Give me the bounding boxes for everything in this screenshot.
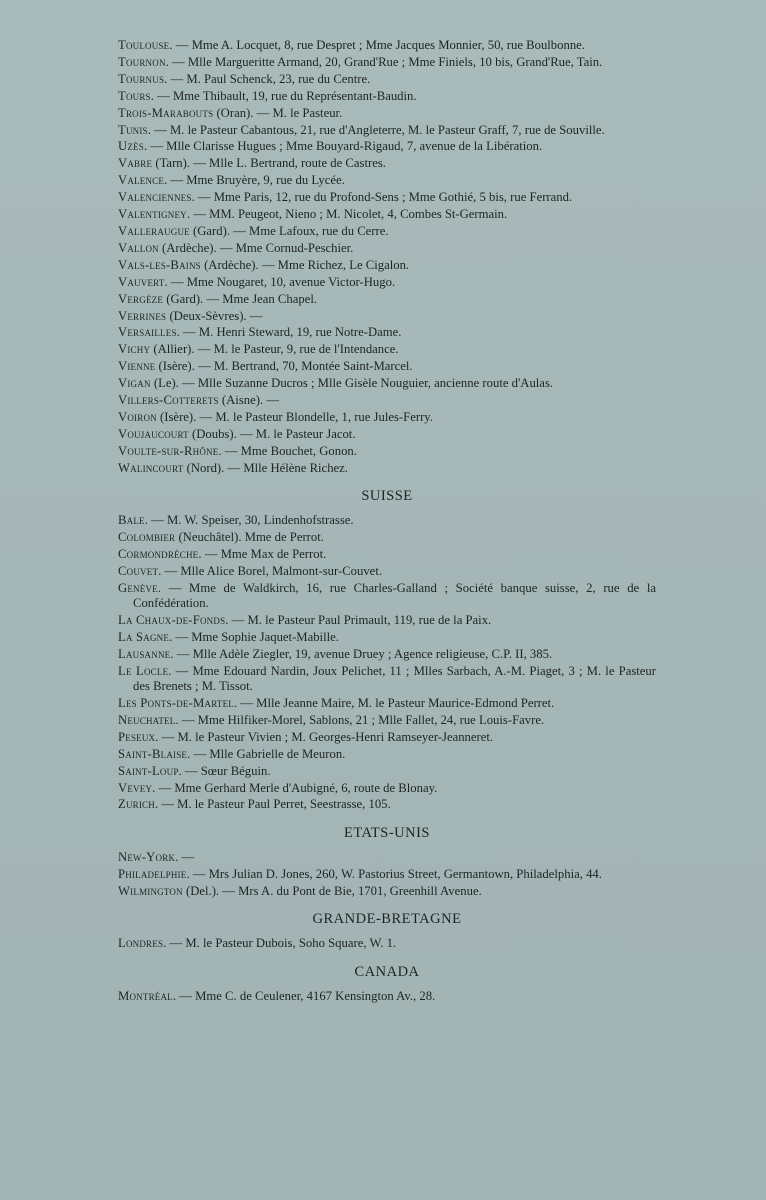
entry-text: . — Mme Nougaret, 10, avenue Victor-Hugo. [164,274,396,289]
place-name: Vevey [118,780,153,795]
entry-geneve [118,581,656,612]
entry-valence [118,173,656,188]
entry-text: . — Mlle Adèle Ziegler, 19, avenue Druey ; Agence religieuse, C.P. II, 385. [170,646,553,661]
entry-les-ponts-de-martel [118,696,656,711]
entry-lausanne [118,647,656,662]
place-name: Valenciennes [118,190,192,205]
place-name: Tournus [118,71,165,86]
entry-text: . — Mme Edouard Nardin, Joux Pelichet, 11 ; Mlles Sarbach, A.-M. Piaget, 3 ; M. le Pasteur des Brenets ; M. Tissot. [133,663,656,694]
entry-la-chaux-de-fonds [118,613,656,628]
entry-text: (Gard). — Mme Jean Chapel. [163,291,318,306]
section-suisse [118,488,656,813]
entry-text: . — [175,849,195,864]
section-heading: CANADA [354,963,420,980]
entry-vichy [118,342,656,357]
place-name: New-York [118,849,176,864]
entry-text: . — Mlle Clarisse Hugues ; Mme Bouyard-Rigaud, 7, avenue de la Libération. [143,139,543,154]
place-name: Couvet [118,563,159,578]
place-name: Montréal [118,988,173,1003]
entry-colombier [118,530,656,545]
place-name: Le Locle [118,663,169,678]
place-name: Les Ponts-de-Martel [118,696,234,711]
entry-voulte-sur-rhone [118,444,656,459]
entry-vals-les-bains [118,258,656,273]
entry-vauvert [118,275,656,290]
place-name: Tournon [118,54,166,69]
entry-text: (Tarn). — Mlle L. Bertrand, route de Castres. [152,156,386,171]
entry-neuchatel [118,713,656,728]
entry-uzes [118,139,656,154]
place-name: Bale [118,513,145,528]
entry-text: . — Mme A. Locquet, 8, rue Despret ; Mme Jacques Monnier, 50, rue Boulbonne. [169,38,585,52]
entry-text: . — Mme Hilfiker-Morel, Sablons, 21 ; Mlle Fallet, 24, rue Louis-Favre. [175,712,545,727]
place-name: Valleraugue [118,223,190,238]
entry-vergeze [118,292,656,307]
entry-text: . — Mme Gerhard Merle d'Aubigné, 6, route de Blonay. [152,780,438,795]
place-name: Neuchatel [118,712,176,727]
france-address-list [118,38,656,476]
entry-text: . — Mme Bouchet, Gonon. [218,443,357,458]
entry-la-sagne [118,630,656,645]
entry-text: . — Mme Bruyère, 9, rue du Lycée. [164,173,345,188]
section-grande-bretagne [118,911,656,951]
entry-tournon [118,55,656,70]
entry-zurich [118,797,656,812]
place-name: Tours [118,88,151,103]
place-name: Voulte-sur-Rhône [118,443,219,458]
entry-villers-cotterets [118,393,656,408]
entry-text: (Nord). — Mlle Hélène Richez. [183,460,348,475]
place-name: Londres [118,936,164,951]
entry-montreal [118,989,656,1004]
entry-text: . — M. Henri Steward, 19, rue Notre-Dame. [176,325,402,340]
entry-valentigney [118,207,656,222]
entry-text: . — M. le Pasteur Cabantous, 21, rue d'Angleterre, M. le Pasteur Graff, 7, rue de Souville. [147,122,605,137]
entry-text: . — Mme Thibault, 19, rue du Représentant-Baudin. [150,88,417,103]
section-heading: ETATS-UNIS [343,824,430,841]
place-name: Wilmington [118,883,183,898]
entry-text: . — M. le Pasteur Paul Perret, Seestrasse, 105. [154,797,391,812]
entry-tunis [118,123,656,138]
entry-wilmington [118,884,656,899]
entry-text: . — MM. Peugeot, Nieno ; M. Nicolet, 4, Combes St-Germain. [186,207,508,222]
entry-text: . — M. le Pasteur Vivien ; M. Georges-Henri Ramseyer-Jeanneret. [155,729,494,744]
place-name: Saint-Blaise [118,746,188,761]
entry-text: (Oran). — M. le Pasteur. [213,105,343,120]
entry-text: (Del.). — Mrs A. du Pont de Bie, 1701, Greenhill Avenue. [182,883,482,898]
place-name: Saint-Loup [118,763,179,778]
entry-text: (Doubs). — M. le Pasteur Jacot. [188,426,356,441]
entry-tournus [118,72,656,87]
entry-text: . — Mme de Waldkirch, 16, rue Charles-Galland ; Société banque suisse, 2, rue de la Confédération. [133,580,656,611]
place-name: Vigan [118,376,151,391]
entry-verrines [118,309,656,324]
country-sections [118,488,656,1004]
entry-text: (Ardèche). — Mme Richez, Le Cigalon. [200,257,410,272]
place-name: Voiron [118,409,157,424]
place-name: Peseux [118,729,156,744]
place-name: Tunis [118,122,148,137]
entry-voujaucourt [118,427,656,442]
place-name: Valentigney [118,207,187,222]
place-name: La Chaux-de-Fonds [118,613,226,627]
entry-versailles [118,325,656,340]
entry-vevey [118,781,656,796]
entry-text: (Aisne). — [218,393,280,408]
entry-text: . — Mme Max de Perrot. [198,546,327,561]
entry-text: (Gard). — Mme Lafoux, rue du Cerre. [189,223,389,238]
place-name: Uzès [118,139,144,154]
entry-trois-marabouts [118,106,656,121]
entry-text: (Allier). — M. le Pasteur, 9, rue de l'Intendance. [150,342,399,357]
section-canada [118,964,656,1004]
entry-vienne [118,359,656,374]
place-name: Genève [118,580,158,595]
place-name: Verrines [118,308,167,323]
place-name: Vabre [118,156,153,171]
entry-text: . — Mlle Alice Borel, Malmont-sur-Couvet. [158,563,383,578]
entry-text: (Isère). — M. le Pasteur Blondelle, 1, rue Jules-Ferry. [156,409,433,424]
section-etats-unis [118,825,656,899]
entry-text: . — Mrs Julian D. Jones, 260, W. Pastorius Street, Germantown, Philadelphia, 44. [186,866,602,881]
entry-text: (Le). — Mlle Suzanne Ducros ; Mlle Gisèle Nouguier, ancienne route d'Aulas. [150,376,554,391]
entry-londres [118,936,656,951]
entry-text: . — Sœur Béguin. [178,763,271,778]
place-name: Valence [118,173,165,188]
place-name: Trois-Marabouts [118,105,214,120]
place-name: Voujaucourt [118,426,189,441]
entry-couvet [118,564,656,579]
entry-text: . — M. le Pasteur Paul Primault, 119, rue de la Paix. [225,613,492,627]
place-name: Zurich [118,797,155,812]
place-name: Vergèze [118,291,164,306]
entry-vigan [118,376,656,391]
entry-tours [118,89,656,104]
entry-vabre [118,156,656,171]
place-name: Vienne [118,359,156,374]
place-name: Colombier [118,529,176,544]
place-name: Vichy [118,342,151,357]
entry-text: . — M. W. Speiser, 30, Lindenhofstrasse. [144,513,354,528]
place-name: Villers-Cotterets [118,393,219,408]
entry-saint-loup [118,764,656,779]
place-name: Philadelphie [118,866,187,881]
entry-saint-blaise [118,747,656,762]
place-name: La Sagne [118,629,170,644]
entry-text: . — Mme Paris, 12, rue du Profond-Sens ; Mme Gothié, 5 bis, rue Ferrand. [191,190,573,205]
entry-text: . — Mlle Gabrielle de Meuron. [187,746,346,761]
entry-philadelphie [118,867,656,882]
entry-text: . — Mlle Margueritte Armand, 20, Grand'Rue ; Mme Finiels, 10 bis, Grand'Rue, Tain. [165,54,603,69]
entry-walincourt [118,461,656,476]
entry-valleraugue [118,224,656,239]
place-name: Walincourt [118,460,184,475]
place-name: Versailles [118,325,177,340]
section-heading: SUISSE [361,488,413,505]
entry-vallon [118,241,656,256]
section-heading: GRANDE-BRETAGNE [312,911,462,928]
place-name: Cormondrèche [118,546,199,561]
entry-text: (Isère). — M. Bertrand, 70, Montée Saint-Marcel. [155,359,413,374]
entry-text: . — M. le Pasteur Dubois, Soho Square, W. 1. [163,936,397,951]
entry-text: . — Mme Sophie Jaquet-Mabille. [169,629,339,644]
entry-text: . — M. Paul Schenck, 23, rue du Centre. [164,71,371,86]
entry-text: . — Mme C. de Ceulener, 4167 Kensington Av., 28. [172,988,436,1003]
entry-text: (Neuchâtel). Mme de Perrot. [175,529,324,544]
entry-valenciennes [118,190,656,205]
entry-le-locle [118,664,656,695]
entry-text: . — Mlle Jeanne Maire, M. le Pasteur Maurice-Edmond Perret. [233,696,555,711]
entry-bale [118,513,656,528]
entry-text: (Deux-Sèvres). — [166,308,263,323]
entry-new-york [118,850,656,865]
entry-peseux [118,730,656,745]
place-name: Vals-les-Bains [118,257,201,272]
place-name: Vallon [118,240,159,255]
place-name: Toulouse [118,38,170,52]
entry-text: (Ardèche). — Mme Cornud-Peschier. [158,240,354,255]
entry-cormondreche [118,547,656,562]
entry-voiron [118,410,656,425]
place-name: Lausanne [118,646,171,661]
entry-toulouse [118,38,656,53]
place-name: Vauvert [118,274,165,289]
